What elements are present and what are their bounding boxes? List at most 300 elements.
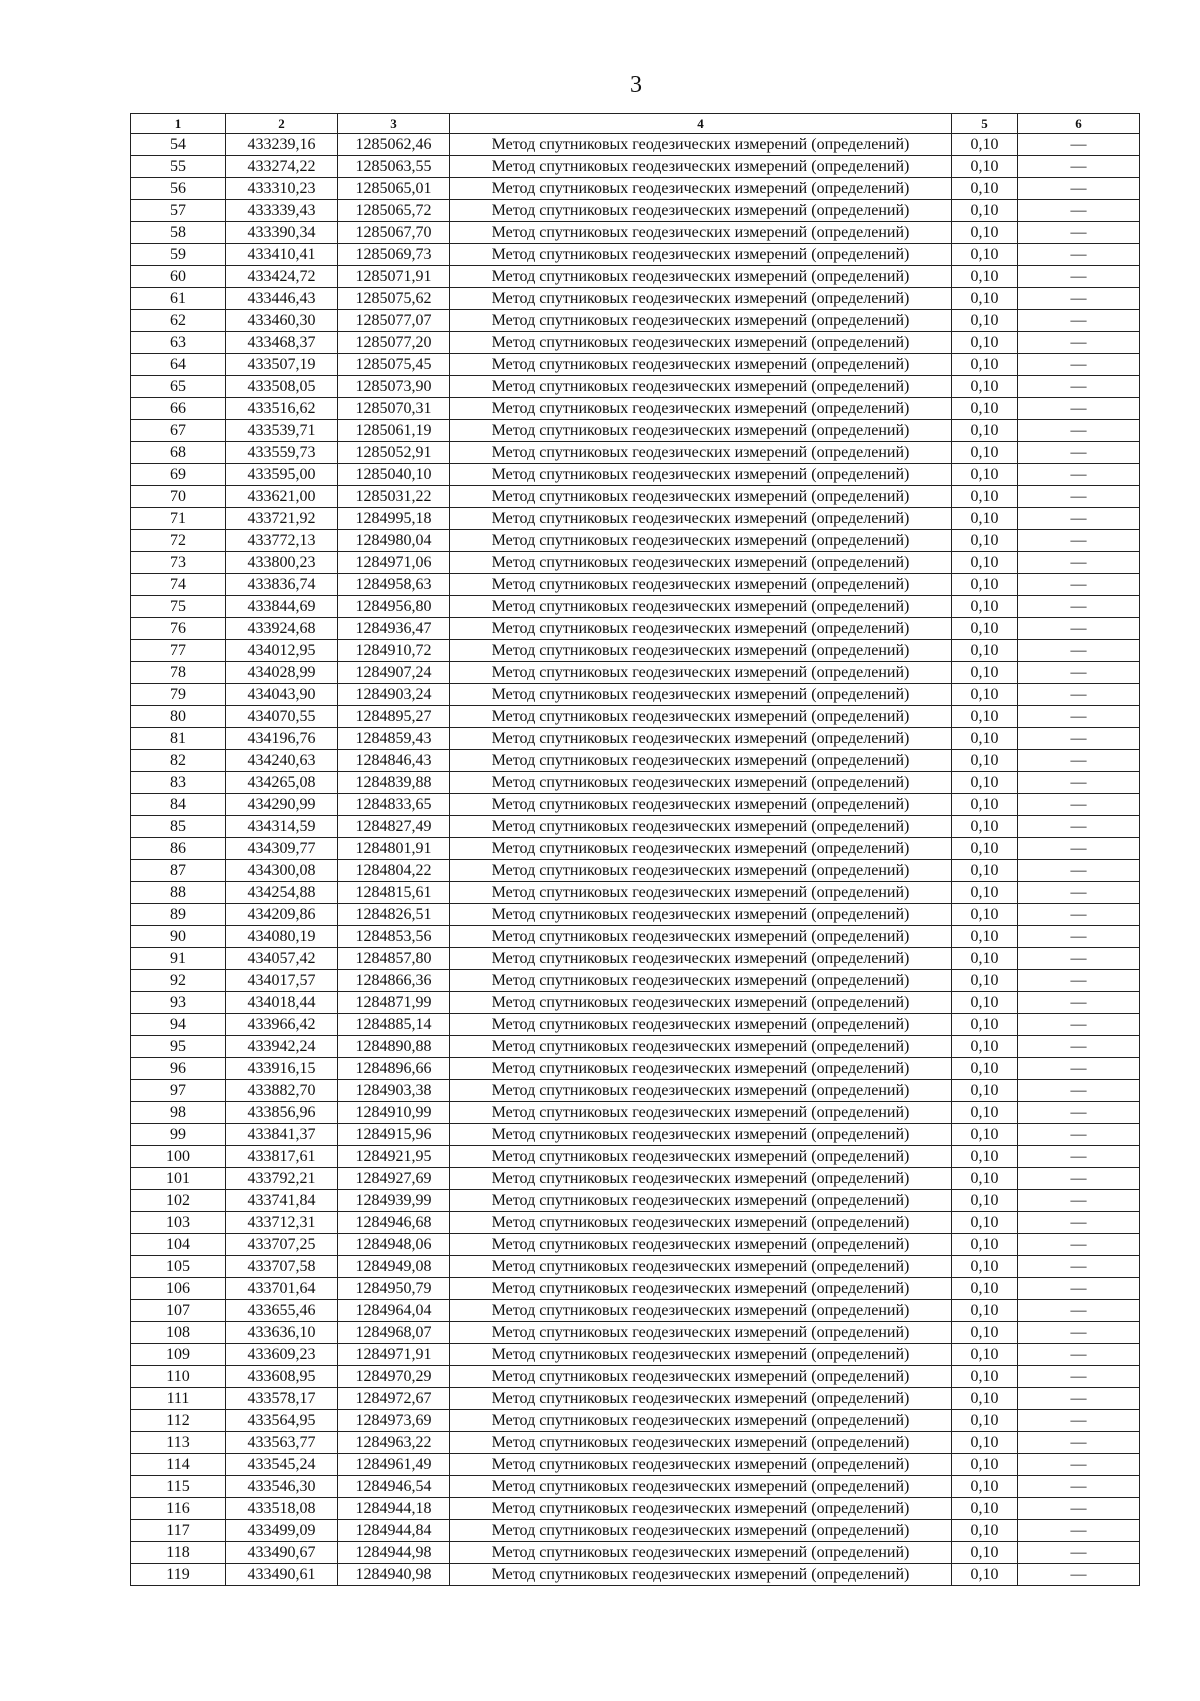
x-coordinate-cell: 433924,68: [226, 618, 338, 640]
y-coordinate-cell: 1284853,56: [338, 926, 450, 948]
x-coordinate-cell: 433339,43: [226, 200, 338, 222]
y-coordinate-cell: 1284859,43: [338, 728, 450, 750]
y-coordinate-cell: 1284970,29: [338, 1366, 450, 1388]
point-number-cell: 61: [131, 288, 226, 310]
table-row: [131, 1036, 1140, 1058]
x-coordinate-cell: 434309,77: [226, 838, 338, 860]
x-coordinate-cell: 433712,31: [226, 1212, 338, 1234]
description-cell: —: [1018, 134, 1140, 156]
x-coordinate-cell: 433707,25: [226, 1234, 338, 1256]
accuracy-cell: 0,10: [952, 860, 1018, 882]
description-cell: —: [1018, 1212, 1140, 1234]
accuracy-cell: 0,10: [952, 1366, 1018, 1388]
y-coordinate-cell: 1284950,79: [338, 1278, 450, 1300]
description-cell: —: [1018, 530, 1140, 552]
point-number-cell: 78: [131, 662, 226, 684]
accuracy-cell: 0,10: [952, 222, 1018, 244]
point-number-cell: 105: [131, 1256, 226, 1278]
accuracy-cell: 0,10: [952, 926, 1018, 948]
x-coordinate-cell: 433310,23: [226, 178, 338, 200]
y-coordinate-cell: 1285062,46: [338, 134, 450, 156]
x-coordinate-cell: 433424,72: [226, 266, 338, 288]
description-cell: —: [1018, 156, 1140, 178]
description-cell: —: [1018, 1322, 1140, 1344]
table-row: [131, 464, 1140, 486]
y-coordinate-cell: 1284885,14: [338, 1014, 450, 1036]
point-number-cell: 98: [131, 1102, 226, 1124]
point-number-cell: 73: [131, 552, 226, 574]
accuracy-cell: 0,10: [952, 1300, 1018, 1322]
description-cell: —: [1018, 398, 1140, 420]
x-coordinate-cell: 433942,24: [226, 1036, 338, 1058]
method-cell: Метод спутниковых геодезических измерений (определений): [450, 1124, 952, 1146]
table-row: [131, 1256, 1140, 1278]
x-coordinate-cell: 434300,08: [226, 860, 338, 882]
point-number-cell: 87: [131, 860, 226, 882]
x-coordinate-cell: 433490,61: [226, 1564, 338, 1586]
accuracy-cell: 0,10: [952, 882, 1018, 904]
description-cell: —: [1018, 816, 1140, 838]
point-number-cell: 71: [131, 508, 226, 530]
accuracy-cell: 0,10: [952, 1432, 1018, 1454]
point-number-cell: 86: [131, 838, 226, 860]
point-number-cell: 59: [131, 244, 226, 266]
accuracy-cell: 0,10: [952, 1542, 1018, 1564]
point-number-cell: 115: [131, 1476, 226, 1498]
accuracy-cell: 0,10: [952, 178, 1018, 200]
table-row: [131, 882, 1140, 904]
y-coordinate-cell: 1284827,49: [338, 816, 450, 838]
method-cell: Метод спутниковых геодезических измерений (определений): [450, 1234, 952, 1256]
x-coordinate-cell: 433882,70: [226, 1080, 338, 1102]
accuracy-cell: 0,10: [952, 244, 1018, 266]
page-number: 3: [630, 72, 642, 98]
description-cell: —: [1018, 1300, 1140, 1322]
x-coordinate-cell: 433516,62: [226, 398, 338, 420]
method-cell: Метод спутниковых геодезических измерений (определений): [450, 1520, 952, 1542]
table-row: [131, 420, 1140, 442]
accuracy-cell: 0,10: [952, 596, 1018, 618]
point-number-cell: 67: [131, 420, 226, 442]
table-row: [131, 1432, 1140, 1454]
y-coordinate-cell: 1284846,43: [338, 750, 450, 772]
accuracy-cell: 0,10: [952, 530, 1018, 552]
description-cell: —: [1018, 222, 1140, 244]
method-cell: Метод спутниковых геодезических измерений (определений): [450, 618, 952, 640]
point-number-cell: 88: [131, 882, 226, 904]
point-number-cell: 112: [131, 1410, 226, 1432]
method-cell: Метод спутниковых геодезических измерений (определений): [450, 1410, 952, 1432]
method-cell: Метод спутниковых геодезических измерений (определений): [450, 1498, 952, 1520]
accuracy-cell: 0,10: [952, 640, 1018, 662]
table-row: [131, 684, 1140, 706]
y-coordinate-cell: 1285069,73: [338, 244, 450, 266]
table-row: [131, 574, 1140, 596]
x-coordinate-cell: 434254,88: [226, 882, 338, 904]
accuracy-cell: 0,10: [952, 728, 1018, 750]
y-coordinate-cell: 1284839,88: [338, 772, 450, 794]
y-coordinate-cell: 1284971,91: [338, 1344, 450, 1366]
y-coordinate-cell: 1285031,22: [338, 486, 450, 508]
accuracy-cell: 0,10: [952, 706, 1018, 728]
point-number-cell: 114: [131, 1454, 226, 1476]
y-coordinate-cell: 1284871,99: [338, 992, 450, 1014]
point-number-cell: 70: [131, 486, 226, 508]
x-coordinate-cell: 434196,76: [226, 728, 338, 750]
y-coordinate-cell: 1285077,20: [338, 332, 450, 354]
table-row: [131, 1564, 1140, 1586]
x-coordinate-cell: 433595,00: [226, 464, 338, 486]
x-coordinate-cell: 434043,90: [226, 684, 338, 706]
y-coordinate-cell: 1285040,10: [338, 464, 450, 486]
description-cell: —: [1018, 1234, 1140, 1256]
table-row: [131, 266, 1140, 288]
description-cell: —: [1018, 442, 1140, 464]
column-header-2: 2: [226, 114, 338, 134]
x-coordinate-cell: 433274,22: [226, 156, 338, 178]
method-cell: Метод спутниковых геодезических измерений (определений): [450, 1454, 952, 1476]
table-row: [131, 992, 1140, 1014]
accuracy-cell: 0,10: [952, 794, 1018, 816]
method-cell: Метод спутниковых геодезических измерений (определений): [450, 1080, 952, 1102]
accuracy-cell: 0,10: [952, 1322, 1018, 1344]
y-coordinate-cell: 1284944,98: [338, 1542, 450, 1564]
y-coordinate-cell: 1284921,95: [338, 1146, 450, 1168]
x-coordinate-cell: 433545,24: [226, 1454, 338, 1476]
point-number-cell: 94: [131, 1014, 226, 1036]
description-cell: —: [1018, 1564, 1140, 1586]
point-number-cell: 117: [131, 1520, 226, 1542]
coordinates-table: [130, 113, 1140, 1586]
y-coordinate-cell: 1284956,80: [338, 596, 450, 618]
y-coordinate-cell: 1284890,88: [338, 1036, 450, 1058]
table-row: [131, 794, 1140, 816]
x-coordinate-cell: 433841,37: [226, 1124, 338, 1146]
x-coordinate-cell: 433446,43: [226, 288, 338, 310]
point-number-cell: 100: [131, 1146, 226, 1168]
method-cell: Метод спутниковых геодезических измерений (определений): [450, 1278, 952, 1300]
description-cell: —: [1018, 1432, 1140, 1454]
description-cell: —: [1018, 706, 1140, 728]
table-row: [131, 838, 1140, 860]
description-cell: —: [1018, 178, 1140, 200]
column-header-1: 1: [131, 114, 226, 134]
x-coordinate-cell: 433578,17: [226, 1388, 338, 1410]
x-coordinate-cell: 434028,99: [226, 662, 338, 684]
accuracy-cell: 0,10: [952, 1564, 1018, 1586]
table-row: [131, 1344, 1140, 1366]
y-coordinate-cell: 1284910,72: [338, 640, 450, 662]
x-coordinate-cell: 433539,71: [226, 420, 338, 442]
point-number-cell: 55: [131, 156, 226, 178]
description-cell: —: [1018, 1366, 1140, 1388]
x-coordinate-cell: 433608,95: [226, 1366, 338, 1388]
x-coordinate-cell: 434240,63: [226, 750, 338, 772]
description-cell: —: [1018, 1036, 1140, 1058]
accuracy-cell: 0,10: [952, 508, 1018, 530]
method-cell: Метод спутниковых геодезических измерений (определений): [450, 1102, 952, 1124]
point-number-cell: 64: [131, 354, 226, 376]
y-coordinate-cell: 1284866,36: [338, 970, 450, 992]
x-coordinate-cell: 434265,08: [226, 772, 338, 794]
table-row: [131, 1146, 1140, 1168]
description-cell: —: [1018, 1058, 1140, 1080]
point-number-cell: 97: [131, 1080, 226, 1102]
point-number-cell: 65: [131, 376, 226, 398]
point-number-cell: 75: [131, 596, 226, 618]
y-coordinate-cell: 1284944,18: [338, 1498, 450, 1520]
table-row: [131, 486, 1140, 508]
table-row: [131, 662, 1140, 684]
accuracy-cell: 0,10: [952, 1344, 1018, 1366]
table-header: [131, 114, 1140, 134]
column-header-6: 6: [1018, 114, 1140, 134]
description-cell: —: [1018, 838, 1140, 860]
point-number-cell: 84: [131, 794, 226, 816]
x-coordinate-cell: 433741,84: [226, 1190, 338, 1212]
point-number-cell: 66: [131, 398, 226, 420]
accuracy-cell: 0,10: [952, 376, 1018, 398]
description-cell: —: [1018, 926, 1140, 948]
x-coordinate-cell: 433410,41: [226, 244, 338, 266]
description-cell: —: [1018, 662, 1140, 684]
point-number-cell: 96: [131, 1058, 226, 1080]
method-cell: Метод спутниковых геодезических измерений (определений): [450, 1036, 952, 1058]
description-cell: —: [1018, 684, 1140, 706]
x-coordinate-cell: 433490,67: [226, 1542, 338, 1564]
x-coordinate-cell: 433468,37: [226, 332, 338, 354]
method-cell: Метод спутниковых геодезических измерений (определений): [450, 926, 952, 948]
description-cell: —: [1018, 1080, 1140, 1102]
y-coordinate-cell: 1284958,63: [338, 574, 450, 596]
method-cell: Метод спутниковых геодезических измерений (определений): [450, 1542, 952, 1564]
table-row: [131, 1278, 1140, 1300]
method-cell: Метод спутниковых геодезических измерений (определений): [450, 442, 952, 464]
description-cell: —: [1018, 574, 1140, 596]
x-coordinate-cell: 433546,30: [226, 1476, 338, 1498]
y-coordinate-cell: 1284944,84: [338, 1520, 450, 1542]
method-cell: Метод спутниковых геодезических измерений (определений): [450, 1014, 952, 1036]
method-cell: Метод спутниковых геодезических измерений (определений): [450, 1564, 952, 1586]
y-coordinate-cell: 1284915,96: [338, 1124, 450, 1146]
description-cell: —: [1018, 244, 1140, 266]
y-coordinate-cell: 1285077,07: [338, 310, 450, 332]
y-coordinate-cell: 1284896,66: [338, 1058, 450, 1080]
y-coordinate-cell: 1285073,90: [338, 376, 450, 398]
point-number-cell: 111: [131, 1388, 226, 1410]
method-cell: Метод спутниковых геодезических измерений (определений): [450, 310, 952, 332]
accuracy-cell: 0,10: [952, 1498, 1018, 1520]
description-cell: —: [1018, 618, 1140, 640]
x-coordinate-cell: 434209,86: [226, 904, 338, 926]
accuracy-cell: 0,10: [952, 1168, 1018, 1190]
point-number-cell: 79: [131, 684, 226, 706]
method-cell: Метод спутниковых геодезических измерений (определений): [450, 420, 952, 442]
accuracy-cell: 0,10: [952, 200, 1018, 222]
accuracy-cell: 0,10: [952, 750, 1018, 772]
description-cell: —: [1018, 1124, 1140, 1146]
table-row: [131, 222, 1140, 244]
description-cell: —: [1018, 970, 1140, 992]
method-cell: Метод спутниковых геодезических измерений (определений): [450, 640, 952, 662]
method-cell: Метод спутниковых геодезических измерений (определений): [450, 354, 952, 376]
method-cell: Метод спутниковых геодезических измерений (определений): [450, 794, 952, 816]
x-coordinate-cell: 434012,95: [226, 640, 338, 662]
method-cell: Метод спутниковых геодезических измерений (определений): [450, 244, 952, 266]
x-coordinate-cell: 433239,16: [226, 134, 338, 156]
x-coordinate-cell: 433507,19: [226, 354, 338, 376]
description-cell: —: [1018, 1168, 1140, 1190]
x-coordinate-cell: 433966,42: [226, 1014, 338, 1036]
description-cell: —: [1018, 596, 1140, 618]
x-coordinate-cell: 434057,42: [226, 948, 338, 970]
x-coordinate-cell: 433460,30: [226, 310, 338, 332]
table-row: [131, 1388, 1140, 1410]
method-cell: Метод спутниковых геодезических измерений (определений): [450, 222, 952, 244]
table-row: [131, 1212, 1140, 1234]
description-cell: —: [1018, 464, 1140, 486]
table-row: [131, 1234, 1140, 1256]
description-cell: —: [1018, 904, 1140, 926]
accuracy-cell: 0,10: [952, 1256, 1018, 1278]
point-number-cell: 104: [131, 1234, 226, 1256]
table-row: [131, 1410, 1140, 1432]
point-number-cell: 109: [131, 1344, 226, 1366]
table-row: [131, 442, 1140, 464]
method-cell: Метод спутниковых геодезических измерений (определений): [450, 706, 952, 728]
table-row: [131, 1102, 1140, 1124]
table-row: [131, 1542, 1140, 1564]
method-cell: Метод спутниковых геодезических измерений (определений): [450, 816, 952, 838]
table-row: [131, 904, 1140, 926]
description-cell: —: [1018, 1146, 1140, 1168]
method-cell: Метод спутниковых геодезических измерений (определений): [450, 1300, 952, 1322]
x-coordinate-cell: 433559,73: [226, 442, 338, 464]
description-cell: —: [1018, 640, 1140, 662]
description-cell: —: [1018, 992, 1140, 1014]
y-coordinate-cell: 1284927,69: [338, 1168, 450, 1190]
point-number-cell: 101: [131, 1168, 226, 1190]
description-cell: —: [1018, 420, 1140, 442]
y-coordinate-cell: 1285065,72: [338, 200, 450, 222]
accuracy-cell: 0,10: [952, 1190, 1018, 1212]
method-cell: Метод спутниковых геодезических измерений (определений): [450, 552, 952, 574]
accuracy-cell: 0,10: [952, 332, 1018, 354]
table-row: [131, 970, 1140, 992]
y-coordinate-cell: 1284903,24: [338, 684, 450, 706]
y-coordinate-cell: 1284801,91: [338, 838, 450, 860]
table-row: [131, 244, 1140, 266]
x-coordinate-cell: 433609,23: [226, 1344, 338, 1366]
accuracy-cell: 0,10: [952, 1520, 1018, 1542]
accuracy-cell: 0,10: [952, 1014, 1018, 1036]
y-coordinate-cell: 1284995,18: [338, 508, 450, 530]
method-cell: Метод спутниковых геодезических измерений (определений): [450, 772, 952, 794]
accuracy-cell: 0,10: [952, 1454, 1018, 1476]
point-number-cell: 119: [131, 1564, 226, 1586]
table-row: [131, 178, 1140, 200]
table-row: [131, 156, 1140, 178]
method-cell: Метод спутниковых геодезических измерений (определений): [450, 464, 952, 486]
method-cell: Метод спутниковых геодезических измерений (определений): [450, 904, 952, 926]
table-row: [131, 1058, 1140, 1080]
method-cell: Метод спутниковых геодезических измерений (определений): [450, 1058, 952, 1080]
accuracy-cell: 0,10: [952, 684, 1018, 706]
table-row: [131, 618, 1140, 640]
table-row: [131, 530, 1140, 552]
x-coordinate-cell: 433856,96: [226, 1102, 338, 1124]
accuracy-cell: 0,10: [952, 1278, 1018, 1300]
y-coordinate-cell: 1284972,67: [338, 1388, 450, 1410]
y-coordinate-cell: 1284804,22: [338, 860, 450, 882]
table-row: [131, 310, 1140, 332]
y-coordinate-cell: 1284815,61: [338, 882, 450, 904]
point-number-cell: 99: [131, 1124, 226, 1146]
description-cell: —: [1018, 376, 1140, 398]
point-number-cell: 106: [131, 1278, 226, 1300]
accuracy-cell: 0,10: [952, 662, 1018, 684]
point-number-cell: 77: [131, 640, 226, 662]
accuracy-cell: 0,10: [952, 266, 1018, 288]
x-coordinate-cell: 434070,55: [226, 706, 338, 728]
column-header-3: 3: [338, 114, 450, 134]
table-row: [131, 596, 1140, 618]
point-number-cell: 107: [131, 1300, 226, 1322]
point-number-cell: 63: [131, 332, 226, 354]
description-cell: —: [1018, 332, 1140, 354]
method-cell: Метод спутниковых геодезических измерений (определений): [450, 1256, 952, 1278]
y-coordinate-cell: 1284903,38: [338, 1080, 450, 1102]
point-number-cell: 82: [131, 750, 226, 772]
table-row: [131, 1366, 1140, 1388]
description-cell: —: [1018, 508, 1140, 530]
description-cell: —: [1018, 552, 1140, 574]
method-cell: Метод спутниковых геодезических измерений (определений): [450, 398, 952, 420]
table-row: [131, 200, 1140, 222]
method-cell: Метод спутниковых геодезических измерений (определений): [450, 288, 952, 310]
y-coordinate-cell: 1284968,07: [338, 1322, 450, 1344]
y-coordinate-cell: 1284939,99: [338, 1190, 450, 1212]
table-row: [131, 1498, 1140, 1520]
point-number-cell: 81: [131, 728, 226, 750]
method-cell: Метод спутниковых геодезических измерений (определений): [450, 530, 952, 552]
x-coordinate-cell: 433792,21: [226, 1168, 338, 1190]
method-cell: Метод спутниковых геодезических измерений (определений): [450, 508, 952, 530]
table-row: [131, 354, 1140, 376]
point-number-cell: 69: [131, 464, 226, 486]
accuracy-cell: 0,10: [952, 156, 1018, 178]
accuracy-cell: 0,10: [952, 1234, 1018, 1256]
description-cell: —: [1018, 1256, 1140, 1278]
method-cell: Метод спутниковых геодезических измерений (определений): [450, 1476, 952, 1498]
method-cell: Метод спутниковых геодезических измерений (определений): [450, 882, 952, 904]
y-coordinate-cell: 1284980,04: [338, 530, 450, 552]
table-row: [131, 1190, 1140, 1212]
point-number-cell: 83: [131, 772, 226, 794]
description-cell: —: [1018, 354, 1140, 376]
x-coordinate-cell: 433563,77: [226, 1432, 338, 1454]
method-cell: Метод спутниковых геодезических измерений (определений): [450, 134, 952, 156]
accuracy-cell: 0,10: [952, 552, 1018, 574]
description-cell: —: [1018, 1388, 1140, 1410]
accuracy-cell: 0,10: [952, 838, 1018, 860]
method-cell: Метод спутниковых геодезических измерений (определений): [450, 486, 952, 508]
table-row: [131, 1080, 1140, 1102]
x-coordinate-cell: 433844,69: [226, 596, 338, 618]
accuracy-cell: 0,10: [952, 310, 1018, 332]
point-number-cell: 60: [131, 266, 226, 288]
point-number-cell: 91: [131, 948, 226, 970]
